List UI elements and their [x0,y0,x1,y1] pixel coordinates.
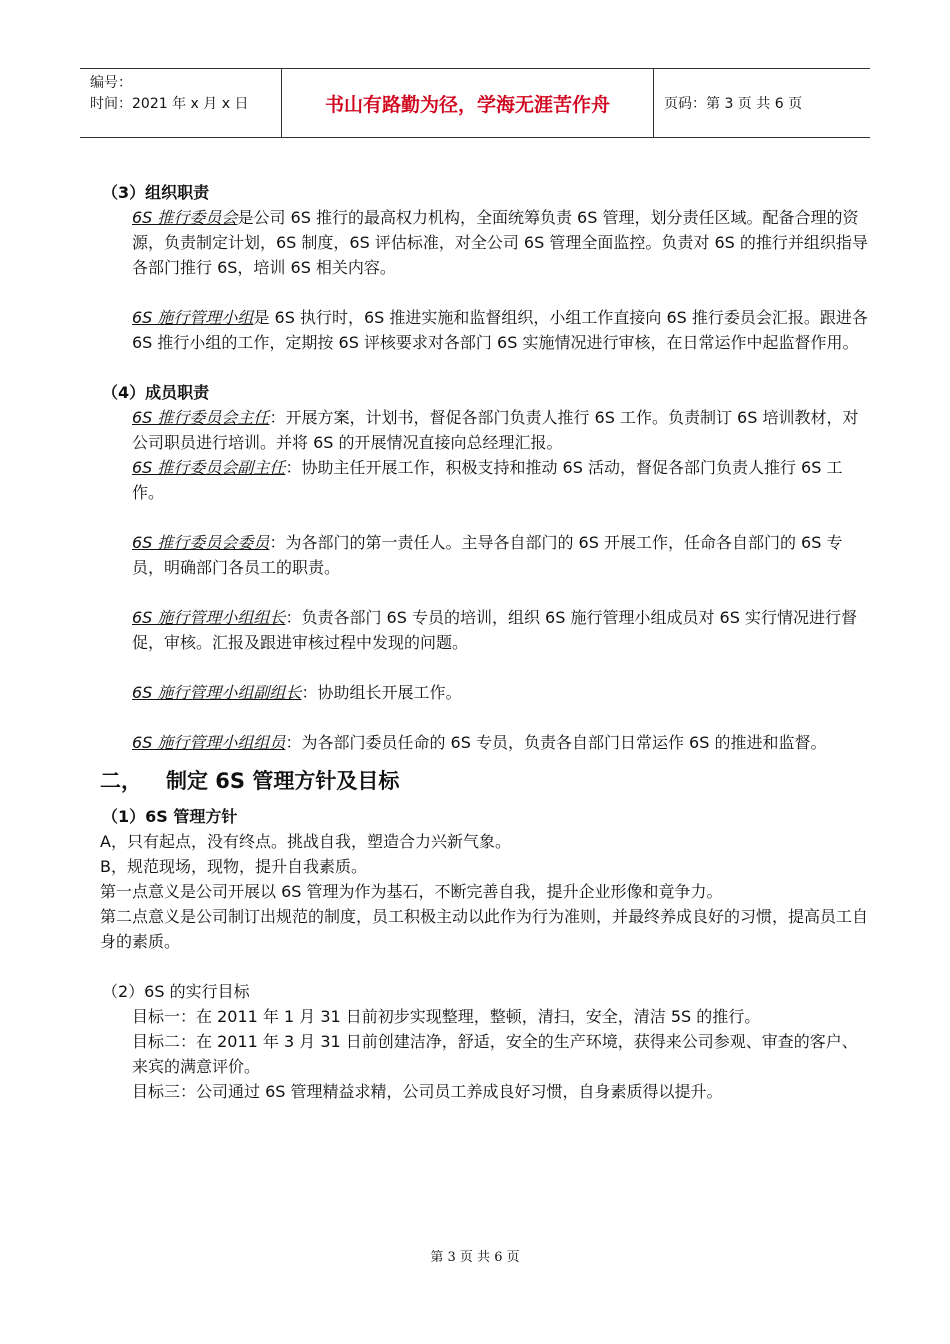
paragraph: A，只有起点，没有终点。挑战自我，塑造合力兴新气象。 [100,832,511,851]
header-time: 时间：2021 年 x 月 x 日 [90,96,249,112]
header-number: 编号： [90,75,132,91]
term: 6S 推行委员会主任 [132,408,270,427]
paragraph: 6S 施行管理小组是 6S 执行时，6S 推进实施和监督组织，小组工作直接向 6S 推行委员会汇报。跟进各 6S 推行小组的工作，定期按 6S 评核要求对各部门 6S 实施情况进行审核，在日常运作中起监督作用。 [132,308,868,352]
header-motto: 书山有路勤为径，学海无涯苦作舟 [282,69,654,137]
section-org-duties-title: （3）组织职责 [102,183,210,202]
heading-title: 制定 6S 管理方针及目标 [166,769,400,793]
header-page-number: 页码：第 3 页 共 6 页 [664,96,803,112]
paragraph: 第二点意义是公司制订出规范的制度，员工积极主动以此作为行为准则，并最终养成良好的习惯，提高员工自身的素质。 [100,907,869,951]
section-heading [100,769,870,794]
term: 6S 推行委员会副主任 [132,458,286,477]
term: 6S 施行管理小组组员 [132,733,286,752]
term: 6S 施行管理小组 [132,308,254,327]
paragraph: 6S 施行管理小组组长：负责各部门 6S 专员的培训，组织 6S 施行管理小组成员对 6S 实行情况进行督促，审核。汇报及跟进审核过程中发现的问题。 [132,608,857,652]
paragraph: 6S 施行管理小组副组长：协助组长开展工作。 [132,683,462,702]
paragraph: 6S 推行委员会副主任：协助主任开展工作，积极支持和推动 6S 活动，督促各部门负责人推行 6S 工作。 [132,458,843,502]
term: 6S 施行管理小组副组长 [132,683,302,702]
heading-number: 二， [100,769,142,793]
subsection-policy-title: （1）6S 管理方针 [102,807,238,826]
paragraph: 目标二：在 2011 年 3 月 31 日前创建洁净，舒适，安全的生产环境，获得来公司参观、审查的客户、来宾的满意评价。 [132,1032,858,1076]
term: 6S 推行委员会委员 [132,533,270,552]
header-meta [80,69,282,137]
paragraph: 目标三：公司通过 6S 管理精益求精，公司员工养成良好习惯，自身素质得以提升。 [132,1082,723,1101]
term: 6S 施行管理小组组长 [132,608,286,627]
paragraph: 6S 推行委员会主任：开展方案，计划书，督促各部门负责人推行 6S 工作。负责制订 6S 培训教材，对公司职员进行培训。并将 6S 的开展情况直接向总经理汇报。 [132,408,859,452]
paragraph: 6S 施行管理小组组员：为各部门委员任命的 6S 专员，负责各自部门日常运作 6S 的推进和监督。 [132,733,827,752]
paragraph: 6S 推行委员会委员：为各部门的第一责任人。主导各自部门的 6S 开展工作，任命各自部门的 6S 专员，明确部门各员工的职责。 [132,533,843,577]
section-member-duties-title: （4）成员职责 [102,383,210,402]
paragraph: B，规范现场，现物，提升自我素质。 [100,857,367,876]
paragraph: 6S 推行委员会是公司 6S 推行的最高权力机构，全面统筹负责 6S 管理，划分责任区域。配备合理的资源，负责制定计划，6S 制度，6S 评估标准，对全公司 6S 管理全面监控。负责对 6S 的推行并组织指导各部门推行 6S，培训 6S 相关内容。 [132,208,868,277]
document-body [100,180,870,1104]
term: 6S 推行委员会 [132,208,238,227]
page-footer: 第 3 页 共 6 页 [430,1250,520,1265]
page-header [80,68,870,138]
subsection-goals-title: （2）6S 的实行目标 [102,982,250,1001]
paragraph: 第一点意义是公司开展以 6S 管理为作为基石，不断完善自我，提升企业形像和竟争力。 [100,882,723,901]
paragraph: 目标一：在 2011 年 1 月 31 日前初步实现整理，整顿，清扫，安全，清洁 5S 的推行。 [132,1007,761,1026]
